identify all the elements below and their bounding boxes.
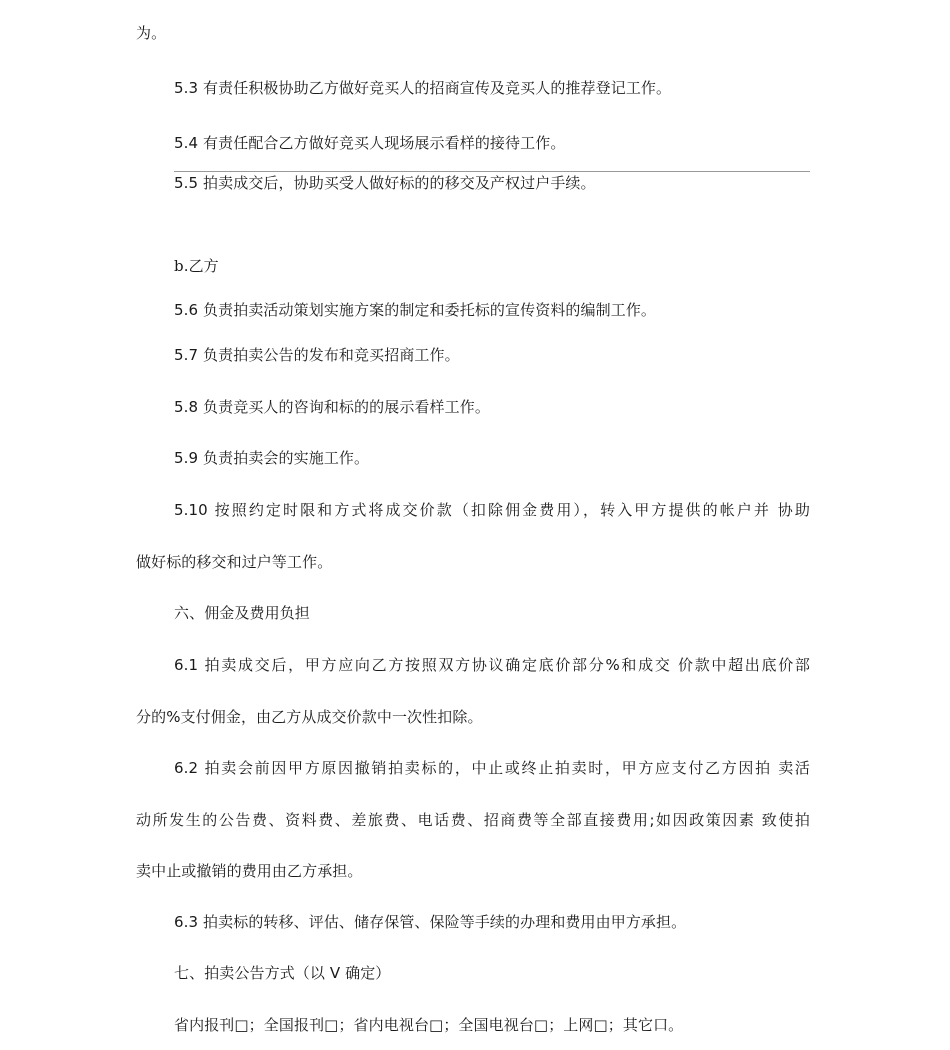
section-7-heading: 七、拍卖公告方式（以 V 确定）: [174, 964, 391, 982]
text-line-continuation: 为。: [136, 24, 167, 42]
clause-5-4: 5.4 有责任配合乙方做好竞买人现场展示看样的接待工作。: [174, 134, 566, 152]
party-b-heading: b.乙方: [174, 257, 219, 275]
horizontal-divider: [174, 171, 810, 172]
clause-6-2-line-1: 6.2 拍卖会前因甲方原因撤销拍卖标的，中止或终止拍卖时，甲方应支付乙方因拍 卖活: [174, 759, 810, 777]
clause-6-2-line-3: 卖中止或撤销的费用由乙方承担。: [136, 862, 363, 880]
clause-5-10-line-2: 做好标的移交和过户等工作。: [136, 553, 333, 571]
clause-5-7: 5.7 负责拍卖公告的发布和竞买招商工作。: [174, 346, 460, 364]
clause-6-1-line-2: 分的%支付佣金，由乙方从成交价款中一次性扣除。: [136, 708, 483, 726]
clause-5-9: 5.9 负责拍卖会的实施工作。: [174, 449, 370, 467]
clause-5-10-line-1: 5.10 按照约定时限和方式将成交价款（扣除佣金费用），转入甲方提供的帐户并 协助: [174, 501, 810, 519]
clause-5-3: 5.3 有责任积极协助乙方做好竞买人的招商宣传及竞买人的推荐登记工作。: [174, 79, 672, 97]
announcement-options: 省内报刊□；全国报刊□；省内电视台□；全国电视台□；上网□；其它口。: [174, 1016, 684, 1034]
clause-6-2-line-2: 动所发生的公告费、资料费、差旅费、电话费、招商费等全部直接费用;如因政策因素 致使拍: [136, 811, 810, 829]
clause-5-6: 5.6 负责拍卖活动策划实施方案的制定和委托标的宣传资料的编制工作。: [174, 301, 657, 319]
clause-6-1-line-1: 6.1 拍卖成交后，甲方应向乙方按照双方协议确定底价部分%和成交 价款中超出底价部: [174, 656, 810, 674]
clause-5-5: 5.5 拍卖成交后，协助买受人做好标的的移交及产权过户手续。: [174, 174, 596, 192]
section-6-heading: 六、佣金及费用负担: [174, 604, 310, 622]
clause-5-8: 5.8 负责竞买人的咨询和标的的展示看样工作。: [174, 398, 490, 416]
clause-6-3: 6.3 拍卖标的转移、评估、储存保管、保险等手续的办理和费用由甲方承担。: [174, 913, 687, 931]
